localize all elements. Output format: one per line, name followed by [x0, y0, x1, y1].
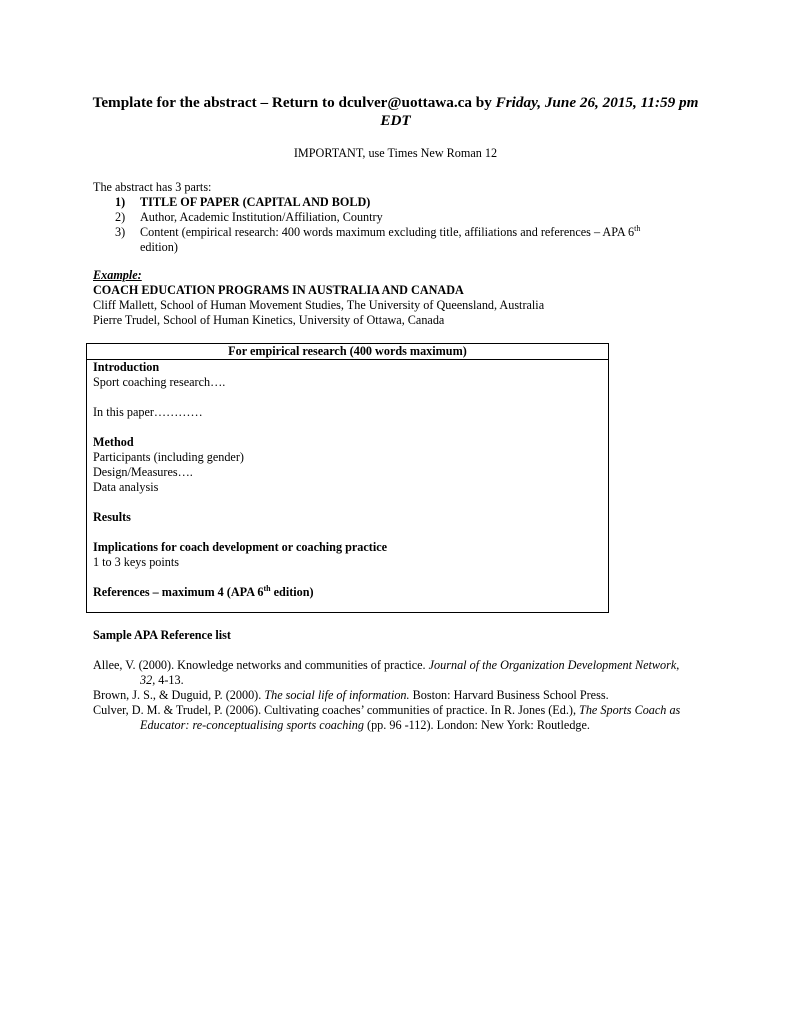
section-results: Results	[93, 510, 131, 524]
list-number: 2)	[115, 210, 126, 224]
reference-italic: Journal of the Organization Development Network, 32	[140, 658, 680, 687]
list-text	[140, 225, 675, 255]
example-author-2: Pierre Trudel, School of Human Kinetics, University of Ottawa, Canada	[93, 313, 445, 327]
page-title	[90, 94, 701, 130]
reference-text: Allee, V. (2000). Knowledge networks and communities of practice.	[93, 658, 429, 672]
box-body	[87, 360, 608, 600]
intro-line-2: In this paper…………	[93, 405, 203, 419]
example-paper-title: COACH EDUCATION PROGRAMS IN AUSTRALIA AND CANADA	[93, 283, 464, 297]
list-text: Author, Academic Institution/Affiliation, Country	[140, 210, 383, 224]
list-item	[115, 225, 675, 255]
sample-references	[93, 628, 693, 733]
references-heading: Sample APA Reference list	[93, 628, 231, 642]
reference-italic: The social life of information.	[264, 688, 410, 702]
parts-list	[115, 195, 675, 255]
list-number: 3)	[115, 225, 126, 239]
reference-text-after: , 4-13.	[152, 673, 184, 687]
reference-item	[93, 658, 693, 688]
section-method: Method	[93, 435, 134, 449]
list-text: TITLE OF PAPER (CAPITAL AND BOLD)	[140, 195, 371, 209]
section-implications: Implications for coach development or coaching practice	[93, 540, 388, 554]
empirical-research-box	[86, 343, 609, 613]
method-participants: Participants (including gender)	[93, 450, 244, 464]
list-text-after: edition)	[140, 240, 178, 254]
list-number: 1)	[115, 195, 126, 209]
intro-text: The abstract has 3 parts:	[93, 180, 212, 194]
list-item	[115, 210, 675, 225]
reference-item	[93, 703, 693, 733]
superscript: th	[263, 583, 271, 593]
example-author-1: Cliff Mallett, School of Human Movement Studies, The University of Queensland, Australia	[93, 298, 545, 312]
references-text: References – maximum 4 (APA 6	[93, 585, 264, 599]
important-note: IMPORTANT, use Times New Roman 12	[293, 146, 498, 160]
box-header: For empirical research (400 words maximum)	[87, 344, 608, 360]
implications-points: 1 to 3 keys points	[93, 555, 179, 569]
example-label: Example:	[93, 268, 142, 282]
reference-text: Culver, D. M. & Trudel, P. (2006). Cultivating coaches’ communities of practice. In R. Jones (Ed.),	[93, 703, 580, 717]
example-section	[93, 268, 693, 328]
method-data-analysis: Data analysis	[93, 480, 159, 494]
reference-text-after: Boston: Harvard Business School Press.	[409, 688, 609, 702]
section-introduction: Introduction	[93, 360, 160, 374]
reference-text-after: (pp. 96 -112). London: New York: Routledge.	[363, 718, 590, 732]
reference-item	[93, 688, 693, 703]
reference-italic: The Sports Coach as Educator: re-conceptualising sports coaching	[140, 703, 681, 732]
method-design: Design/Measures….	[93, 465, 193, 479]
list-item	[115, 195, 675, 210]
title-text: Template for the abstract – Return to dculver@uottawa.ca by	[92, 94, 496, 111]
section-references	[93, 585, 608, 600]
references-text-after: edition)	[270, 585, 314, 599]
superscript: th	[634, 223, 641, 233]
title-deadline: Friday, June 26, 2015, 11:59 pm EDT	[380, 94, 699, 129]
list-text-main: Content (empirical research: 400 words maximum excluding title, affiliations and references – APA 6	[140, 225, 635, 239]
intro-line: Sport coaching research….	[93, 375, 226, 389]
reference-text: Brown, J. S., & Duguid, P. (2000).	[93, 688, 265, 702]
